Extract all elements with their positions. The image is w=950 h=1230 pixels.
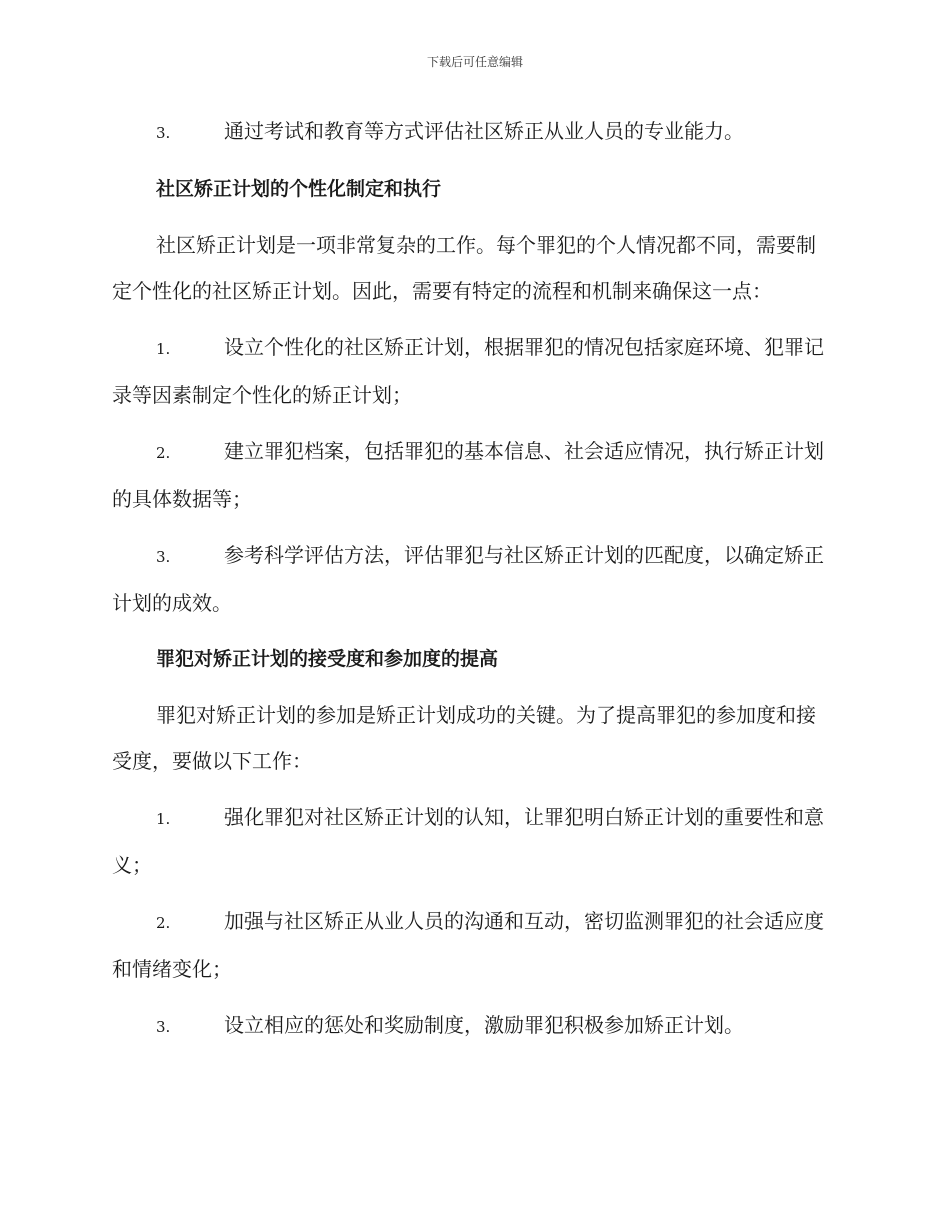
list-item-number: 3. [156,548,171,566]
list-item-text: 建立罪犯档案，包括罪犯的基本信息、社会适应情况，执行矫正计划的具体数据等； [112,439,824,511]
list-item [112,108,834,156]
list-item [112,898,834,992]
section-intro-paragraph: 社区矫正计划是一项非常复杂的工作。每个罪犯的个人情况都不同，需要制定个性化的社区矫正计划。因此，需要有特定的流程和机制来确保这一点： [112,233,816,303]
list-item [112,428,834,522]
list-item-text: 参考科学评估方法，评估罪犯与社区矫正计划的匹配度，以确定矫正计划的成效。 [112,543,824,615]
list-item-number: 1. [156,340,171,358]
list-item-text: 加强与社区矫正从业人员的沟通和互动，密切监测罪犯的社会适应度和情绪变化； [112,909,824,981]
list-item-number: 2. [156,444,171,462]
list-item [112,794,834,888]
document-body [112,108,834,1060]
list-item-text: 通过考试和教育等方式评估社区矫正从业人员的专业能力。 [224,119,744,143]
list-item-number: 2. [156,914,171,932]
list-item [112,532,834,626]
section-heading: 社区矫正计划的个性化制定和执行 [156,178,442,200]
list-item-number: 1. [156,810,171,828]
list-item-number: 3. [156,124,171,142]
list-item [112,324,834,418]
page-header-note: 下载后可任意编辑 [426,55,523,69]
list-item [112,1002,834,1050]
list-item-text: 设立个性化的社区矫正计划，根据罪犯的情况包括家庭环境、犯罪记录等因素制定个性化的矫正计划； [112,335,824,407]
list-item-text: 设立相应的惩处和奖励制度，激励罪犯积极参加矫正计划。 [224,1013,744,1037]
section-heading: 罪犯对矫正计划的接受度和参加度的提高 [156,648,499,670]
list-item-text: 强化罪犯对社区矫正计划的认知，让罪犯明白矫正计划的重要性和意义； [112,805,824,877]
section-intro-paragraph: 罪犯对矫正计划的参加是矫正计划成功的关键。为了提高罪犯的参加度和接受度，要做以下工作： [112,703,816,773]
list-item-number: 3. [156,1018,171,1036]
